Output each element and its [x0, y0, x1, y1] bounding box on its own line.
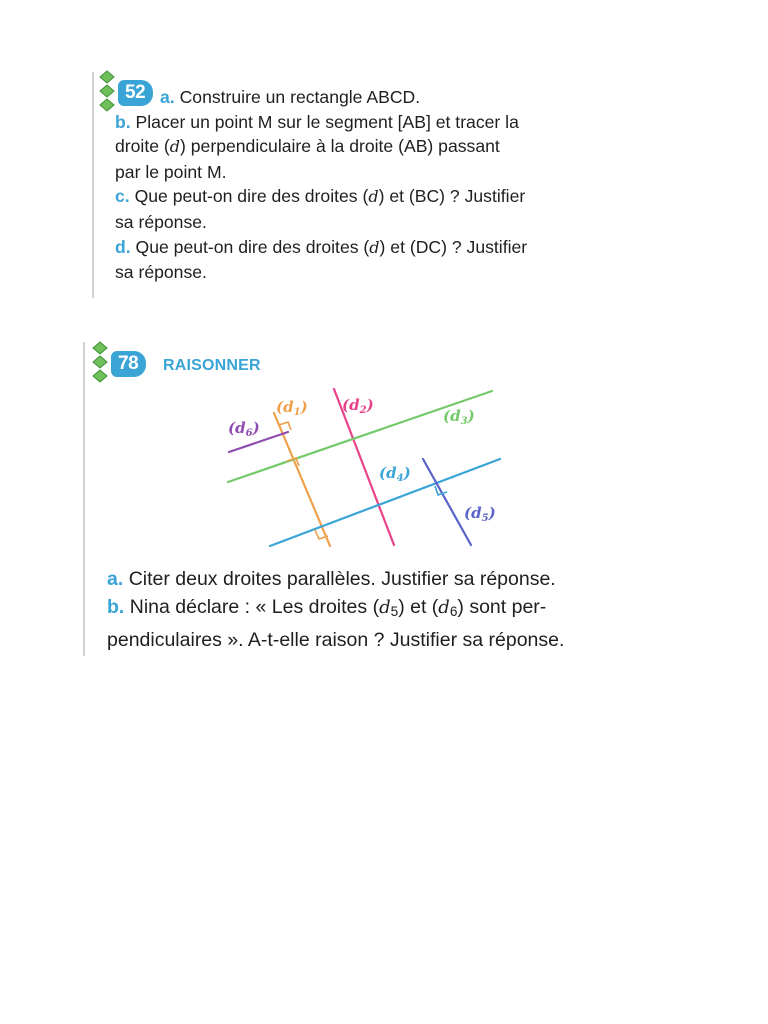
item-d-line2: sa réponse. — [115, 262, 207, 283]
item-b-line1: Placer un point M sur le segment [AB] et tracer la — [135, 111, 519, 132]
item-c-line1a: Que peut-on dire des droites ( — [134, 186, 369, 207]
item-b-line1a: Nina déclare : « Les droites ( — [129, 596, 380, 618]
exercise-number: 52 — [118, 80, 153, 106]
item-b-line1c: ) sont per- — [457, 596, 547, 618]
item-b-line2a: droite ( — [115, 136, 170, 157]
item-letter-b: b. — [115, 111, 131, 132]
item-letter-a: a. — [160, 87, 175, 107]
item-letter-c: c. — [115, 186, 130, 207]
label-d6: $(d_6)$ — [228, 419, 260, 439]
item-c-line2: sa réponse. — [115, 211, 207, 232]
item-c-line1b: ) et (BC) ? Justifier — [378, 186, 526, 207]
item-b-line1b: ) et ( — [398, 596, 439, 618]
subscript: 5 — [390, 604, 399, 619]
subscript: 6 — [449, 604, 458, 619]
category-label: RAISONNER — [163, 357, 261, 374]
variable-d: d — [438, 597, 450, 618]
label-d3: $(d_3)$ — [443, 407, 475, 427]
item-b-line2b: ) perpendiculaire à la droite (AB) passant — [180, 136, 500, 157]
variable-d: d — [368, 187, 379, 207]
exercise-number: 78 — [111, 351, 146, 377]
label-d2: $(d_2)$ — [342, 396, 374, 416]
exercise-78-text — [107, 565, 647, 654]
item-a-text: Construire un rectangle ABCD. — [179, 87, 421, 107]
variable-d: d — [169, 137, 181, 157]
variable-d: d — [379, 597, 391, 618]
item-d-line1b: ) et (DC) ? Justifier — [379, 236, 528, 257]
item-letter-a: a. — [107, 568, 124, 590]
item-letter-d: d. — [115, 236, 131, 257]
item-a-text: Citer deux droites parallèles. Justifier sa réponse. — [128, 568, 556, 590]
item-d-line1a: Que peut-on dire des droites ( — [135, 236, 370, 257]
label-d4: $(d_4)$ — [379, 464, 411, 484]
variable-d: d — [369, 237, 380, 257]
item-b-line3: par le point M. — [115, 161, 227, 182]
item-b-line2: pendiculaires ». A-t-elle raison ? Justifier sa réponse. — [107, 629, 565, 651]
item-letter-b: b. — [107, 596, 125, 618]
label-d1: $(d_1)$ — [276, 398, 308, 418]
label-d5: $(d_5)$ — [464, 504, 496, 524]
